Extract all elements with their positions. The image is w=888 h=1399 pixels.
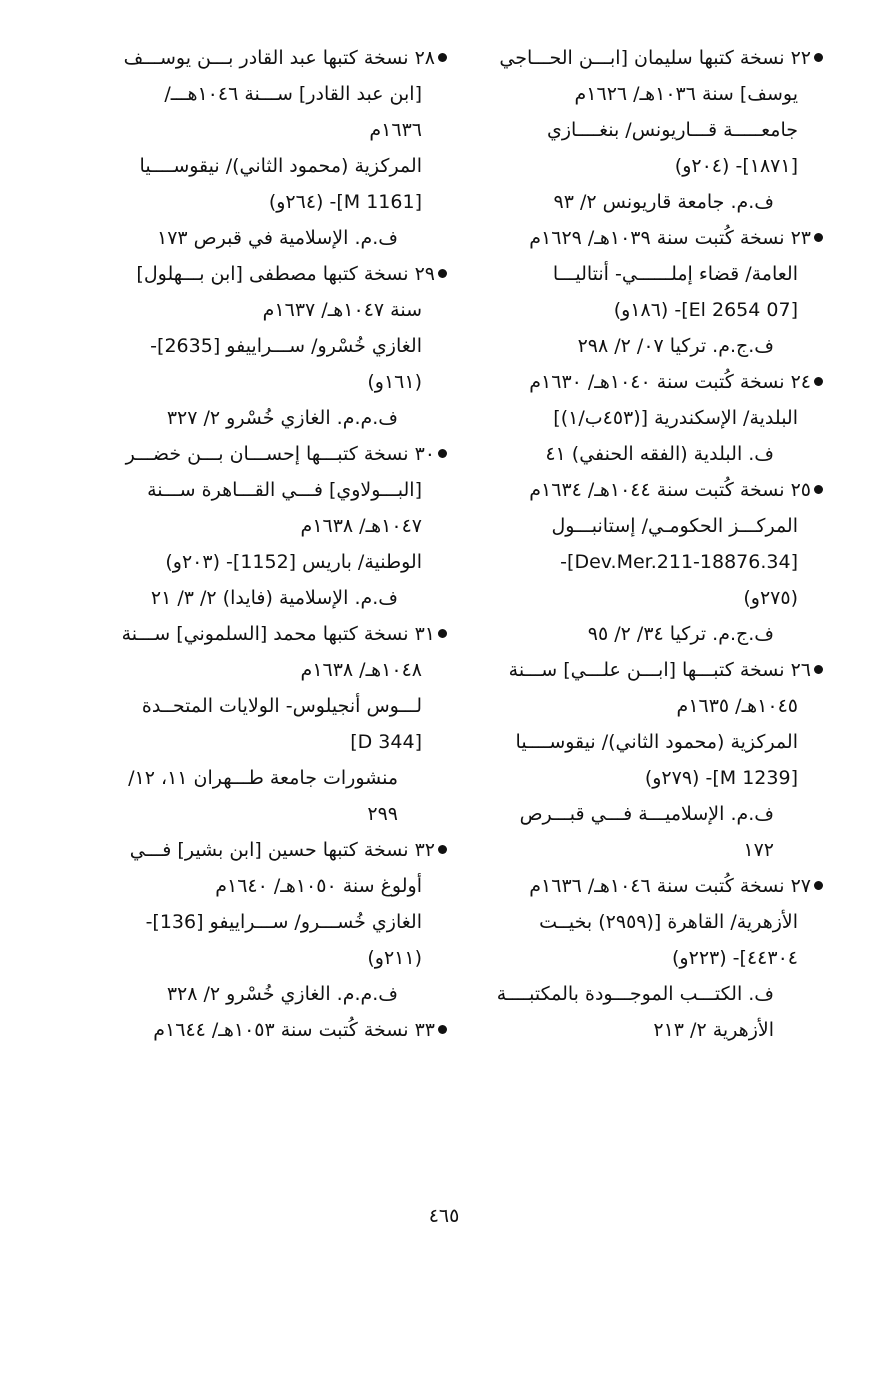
entry-line: ٤٤٣٠٤]- (٢٢٣و): [672, 947, 798, 969]
entry-line: [34.Dev.Mer.211-18876]-: [560, 551, 798, 573]
source-line: الأزهرية ٢/ ٢١٣: [653, 1019, 774, 1041]
source-line: ف.م. الإسلامية في قبرص ١٧٣: [157, 227, 398, 249]
bullet-icon: [814, 53, 823, 62]
source-line: ف.م. الإسلاميـــة فـــي قبـــرص: [519, 803, 774, 825]
entry-line: (١٦١و): [367, 371, 422, 393]
manuscript-entry-31: [90, 616, 450, 832]
source-line: ف. البلدية (الفقه الحنفي) ٤١: [545, 443, 774, 465]
entry-line: الوطنية/ باريس [1152]- (٢٠٣و): [165, 551, 422, 573]
entry-text: ٢٦ نسخة كتبـــها [ابـــن علـــي] ســـنة: [508, 659, 811, 681]
entry-line: يوسف] سنة ١٠٣٦هـ/ ١٦٢٦م: [574, 83, 798, 105]
entry-line: [١٨٧١]- (٢٠٤و): [674, 155, 798, 177]
entry-text: ٢٩ نسخة كتبها مصطفى [ابن بـــهلول]: [136, 263, 435, 285]
source-line: ف.م. الإسلامية (فايدا) ٢/ ٣/ ٢١: [150, 587, 398, 609]
entry-line: ١٠٤٥هـ/ ١٦٣٥م: [676, 695, 798, 717]
entry-line: [M 1161]- (٢٦٤و): [268, 191, 422, 213]
manuscript-entry-32: [90, 832, 450, 1012]
entry-line: الأزهرية/ القاهرة [(٢٩٥٩) بخيــت: [539, 911, 798, 933]
entry-line: (٢٧٥و): [743, 587, 798, 609]
entry-line: جامعـــــة قـــاريونس/ بنغــــازي: [546, 119, 798, 141]
entry-line: المركزية (محمود الثاني)/ نيقوســــيا: [139, 155, 422, 177]
entry-line: [M 1239]- (٢٧٩و): [644, 767, 798, 789]
bullet-icon: [438, 1025, 447, 1034]
entry-text: ٢٤ نسخة كُتبت سنة ١٠٤٠هـ/ ١٦٣٠م: [529, 371, 811, 393]
entry-line: [466, 364, 826, 400]
entry-line: [90, 40, 450, 76]
bullet-icon: [814, 881, 823, 890]
left-column: [90, 40, 450, 1048]
entry-text: ٣٣ نسخة كُتبت سنة ١٠٥٣هـ/ ١٦٤٤م: [153, 1019, 435, 1041]
entry-text: ٢٧ نسخة كُتبت سنة ١٠٤٦هـ/ ١٦٣٦م: [529, 875, 811, 897]
bullet-icon: [438, 449, 447, 458]
manuscript-entry-24: [466, 364, 826, 472]
entry-line: المركـــز الحكومـي/ إستانبـــول: [551, 515, 798, 537]
entry-text: ٣٠ نسخة كتبـــها إحســـان بـــن خضـــر: [125, 443, 435, 465]
manuscript-entry-26: [466, 652, 826, 868]
entry-line: [البـــولاوي] فـــي القـــاهرة ســـنة: [147, 479, 422, 501]
manuscript-entry-27: [466, 868, 826, 1048]
entry-text: ٣٢ نسخة كتبها حسين [ابن بشير] فـــي: [129, 839, 435, 861]
source-line: ف.م.م. الغازي خُسْرو ٢/ ٣٢٧: [166, 407, 398, 429]
bullet-icon: [438, 629, 447, 638]
bullet-icon: [814, 377, 823, 386]
bullet-icon: [814, 233, 823, 242]
entry-line: [D 344]: [350, 731, 422, 753]
manuscript-entry-25: [466, 472, 826, 652]
entry-line: ١٦٣٦م: [369, 119, 422, 141]
entry-line: [ابن عبد القادر] ســـنة ١٠٤٦هـــ/: [164, 83, 422, 105]
manuscript-entry-30: [90, 436, 450, 616]
entry-line: [07 El 2654]- (١٨٦و): [613, 299, 798, 321]
entry-line: الغازي خُسْرو/ ســـراييفو [2635]-: [150, 335, 422, 357]
entry-line: البلدية/ الإسكندرية [(٤٥٣ب/١)]: [553, 407, 798, 429]
manuscript-entry-22: [466, 40, 826, 220]
entry-line: الغازي خُســـرو/ ســـراييفو [136]-: [145, 911, 422, 933]
manuscript-entry-28: [90, 40, 450, 256]
source-line: ٢٩٩: [367, 803, 398, 825]
entry-line: لـــوس أنجيلوس- الولايات المتحــدة: [141, 695, 422, 717]
entry-line: [90, 832, 450, 868]
entry-line: [466, 652, 826, 688]
source-line: ف.م.م. الغازي خُسْرو ٢/ ٣٢٨: [166, 983, 398, 1005]
bullet-icon: [814, 485, 823, 494]
entry-line: [466, 220, 826, 256]
entry-line: سنة ١٠٤٧هـ/ ١٦٣٧م: [262, 299, 422, 321]
manuscript-entry-23: [466, 220, 826, 364]
entry-text: ٣١ نسخة كتبها محمد [السلموني] ســـنة: [121, 623, 435, 645]
source-line: ف.ج.م. تركيا ٠٧/ ٢/ ٢٩٨: [577, 335, 774, 357]
manuscript-entry-33: [90, 1012, 450, 1048]
entry-line: [90, 256, 450, 292]
entry-line: [90, 436, 450, 472]
bullet-icon: [438, 53, 447, 62]
entry-text: ٢٨ نسخة كتبها عبد القادر بـــن يوســـف: [123, 47, 435, 69]
source-line: ١٧٢: [743, 839, 774, 861]
source-line: ف.ج.م. تركيا ٣٤/ ٢/ ٩٥: [587, 623, 774, 645]
manuscript-entry-29: [90, 256, 450, 436]
entry-line: [466, 868, 826, 904]
entry-line: (٢١١و): [367, 947, 422, 969]
entry-line: أولوغ سنة ١٠٥٠هـ/ ١٦٤٠م: [215, 875, 422, 897]
source-line: منشورات جامعة طـــهران ١١، ١٢/: [128, 767, 398, 789]
entry-text: ٢٥ نسخة كُتبت سنة ١٠٤٤هـ/ ١٦٣٤م: [529, 479, 811, 501]
bullet-icon: [438, 845, 447, 854]
entry-line: [90, 1012, 450, 1048]
entry-line: المركزية (محمود الثاني)/ نيقوســــيا: [515, 731, 798, 753]
page-number: ٤٦٥: [428, 1205, 460, 1227]
bullet-icon: [814, 665, 823, 674]
entry-line: [466, 472, 826, 508]
entry-text: ٢٢ نسخة كتبها سليمان [ابـــن الحـــاجي: [499, 47, 811, 69]
entry-line: [466, 40, 826, 76]
entry-line: العامة/ قضاء إملــــــي- أنتاليـــا: [552, 263, 798, 285]
entry-line: [90, 616, 450, 652]
source-line: ف. الكتـــب الموجـــودة بالمكتبــــة: [496, 983, 774, 1005]
entry-line: ١٠٤٨هـ/ ١٦٣٨م: [300, 659, 422, 681]
source-line: ف.م. جامعة قاريونس ٢/ ٩٣: [553, 191, 774, 213]
entry-text: ٢٣ نسخة كُتبت سنة ١٠٣٩هـ/ ١٦٢٩م: [529, 227, 811, 249]
right-column: [466, 40, 826, 1048]
entry-line: ١٠٤٧هـ/ ١٦٣٨م: [300, 515, 422, 537]
bullet-icon: [438, 269, 447, 278]
